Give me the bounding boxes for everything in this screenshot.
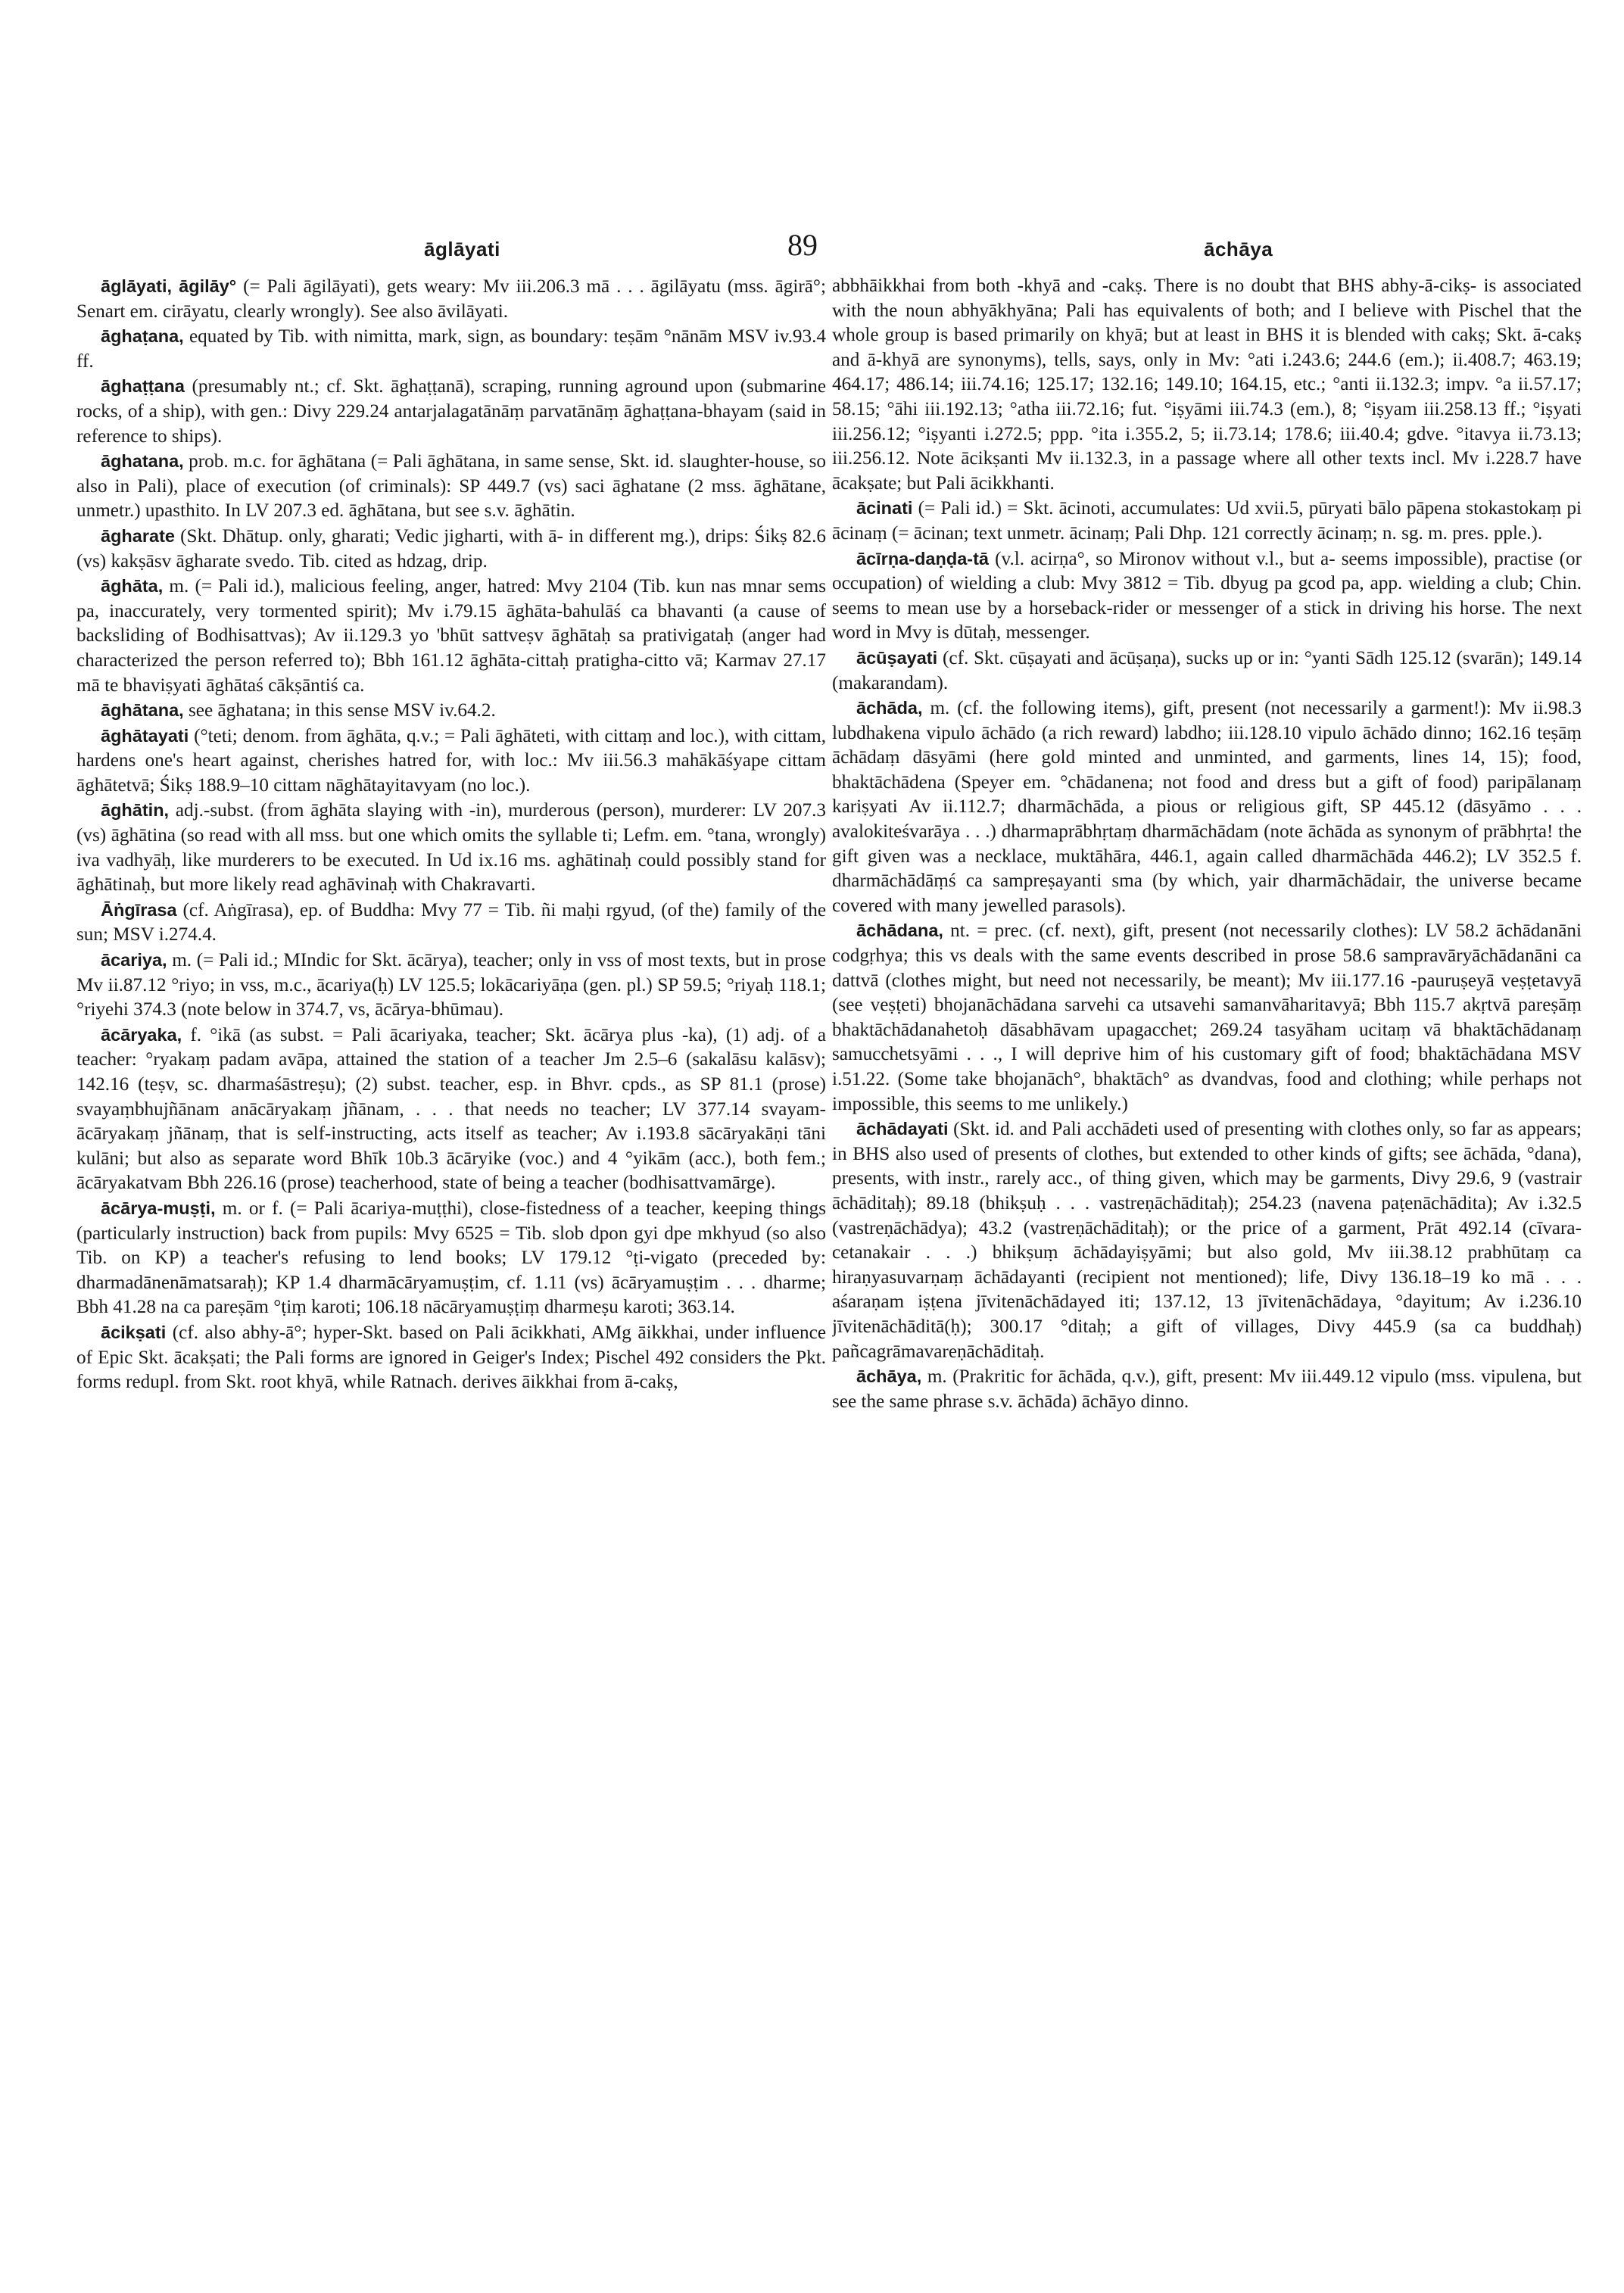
dictionary-entry bbox=[832, 274, 1582, 496]
entry-text: m. (= Pali id.), malicious feeling, anger, hatred: Mvy 2104 (Tib. kun nas mnar sems pa, inaccurately, very tormented spirit); Mv i.79.15 āghāta-bahulāś ca bhavanti (a cause of backsliding of Bodhisattvas); Av ii.129.3 yo 'bhūt sattveṣv āghātaḥ sa prativigataḥ (anger had characterized the person referred to); Bbh 161.12 āghāta-cittaḥ pratigha-citto vā; Karmav 27.17 mā te bhaviṣyati āghātaś cākṣāntiś ca. bbox=[76, 576, 826, 696]
dictionary-entry bbox=[76, 574, 826, 698]
dictionary-entry bbox=[832, 1117, 1582, 1364]
dictionary-entry bbox=[76, 798, 826, 897]
entry-headword: ācīrṇa-daṇḍa-tā bbox=[856, 548, 989, 569]
entry-headword: āghāta, bbox=[101, 576, 164, 597]
entry-text: (v.l. acirṇa°, so Mironov without v.l., but a- seems impossible), practise (or occupation) of wielding a club: Mvy 3812 = Tib. dbyug pa gcod pa, app. wielding a club; Chin. seems to mean use by a horseback-rider or messenger of a stick in driving his horse. The next word in Mvy is dūtaḥ, messenger. bbox=[832, 548, 1582, 643]
entry-text: (= Pali āgilāyati), gets weary: Mv iii.206.3 mā . . . āgilāyatu (mss. āgirā°; Senart em. cirāyatu, clearly wrongly). See also āvilāyati. bbox=[76, 276, 826, 322]
entry-text: (Skt. Dhātup. only, gharati; Vedic jigharti, with ā- in different mg.), drips: Śikṣ 82.6 (vs) kakṣāsv āgharate svedo. Tib. cited as hdzag, drip. bbox=[76, 525, 826, 572]
left-guide-word: āglāyati bbox=[424, 238, 500, 260]
entry-text: prob. m.c. for āghātana (= Pali āghātana, in same sense, Skt. id. slaughter-house, so also in Pali), place of execution (of criminals): SP 449.7 (vs) saci āghatane (2 mss. āghātane, unmetr.) upasthito. In LV 207.3 ed. āghātana, but see s.v. āghātin. bbox=[76, 451, 826, 522]
dictionary-entry bbox=[76, 698, 826, 724]
entry-text: (= Pali id.) = Skt. ācinoti, accumulates: Ud xvii.5, pūryati bālo pāpena stokastokaṃ pi ācinaṃ (= ācinan; text unmetr. ācinaṃ; Pali Dhp. 121 correctly ācinaṃ; n. sg. m. pres. pple.). bbox=[832, 498, 1582, 544]
dictionary-entry bbox=[76, 1196, 826, 1320]
dictionary-entry bbox=[76, 374, 826, 449]
entry-headword: āchāda, bbox=[856, 698, 923, 718]
page-number: 89 bbox=[787, 228, 818, 262]
entry-text: (Skt. id. and Pali acchādeti used of presenting with clothes only, so far as appears; in BHS also used of presents of clothes, but extended to other kinds of gifts; see āchāda, °dana), presents, with instr., rarely acc., of thing given, which may be garments, Divy 29.6, 9 (vastrair āchāditaḥ); 89.18 (bhikṣuḥ . . . vastreṇāchāditaḥ); 254.23 (navena paṭenāchādita); Av i.32.5 (vastreṇāchādya); 43.2 (vastreṇāchāditaḥ); or the price of a garment, Prāt 492.14 (cīvara-cetanakair . . .) bhikṣuṃ āchādayiṣyāmi; but also gold, Mv iii.38.12 prabhūtaṃ ca hiraṇyasuvarṇaṃ āchādayanti (recipient not mentioned); life, Divy 136.18–19 ko mā . . . aśaraṇam iṣṭena jīvitenāchādayed iti; 137.12, 13 jīvitenāchādaya, °dayitum; Av i.236.10 jīvitenāchāditā(ḥ); 300.17 °ditaḥ; a gift of villages, Divy 445.9 (sa ca buddhaḥ) pañcagrāmavareṇāchāditaḥ. bbox=[832, 1119, 1582, 1362]
entry-text: (°teti; denom. from āghāta, q.v.; = Pali āghāteti, with cittaṃ and loc.), with cittam, hardens one's heart against, cherishes hatred for, with loc.: Mv iii.56.3 mahākāśyape cittam āghātetvā; Śikṣ 188.9–10 cittam nāghātayitavyam (no loc.). bbox=[76, 725, 826, 796]
entry-text: f. °ikā (as subst. = Pali ācariyaka, teacher; Skt. ācārya plus -ka), (1) adj. of a teacher: °ryakaṃ padam avāpa, attained the station of a teacher Jm 2.5–6 (sakalāsu kalāsv); 142.16 (teṣv, sc. dharmaśāstreṣu); (2) subst. teacher, esp. in Bhvr. cpds., as SP 81.1 (prose) svayaṃbhujñānam anācāryakaṃ jñānam, . . . that needs no teacher; LV 377.14 svayam-ācāryakaṃ jñānaṃ, that is self-instructing, acts itself as teacher; Av i.193.8 sācāryakāṇi tāni kulāni; but also as separate word Bhīk 10b.3 ācāryike (voc.) and 4 °yikām (acc.), both fem.; ācāryakatvam Bbh 226.16 (prose) teacherhood, state of being a teacher (bodhisattvamārge). bbox=[76, 1024, 826, 1194]
entry-headword: āghaṭṭana bbox=[101, 376, 185, 397]
dictionary-entry bbox=[76, 724, 826, 799]
entry-text: (cf. Aṅgīrasa), ep. of Buddha: Mvy 77 = Tib. ñi maḥi rgyud, (of the) family of the sun; MSV i.274.4. bbox=[76, 899, 826, 946]
dictionary-entry bbox=[76, 324, 826, 374]
entry-text: m. or f. (= Pali ācariya-muṭṭhi), close-fistedness of a teacher, keeping things (particularly instruction) back from pupils: Mvy 6525 = Tib. slob dpon gyi dpe mkhyud (so also Tib. on KP) a teacher's refusing to lend books; LV 179.12 °ṭi-vigato (preceded by: dharmadānenāmatsaraḥ); KP 1.4 dharmācāryamuṣṭim, cf. 1.11 (vs) ācāryamuṣṭim . . . dharme; Bbh 41.28 na ca pareṣām °ṭiṃ karoti; 106.18 nācāryamuṣṭiṃ dharmeṣu karoti; 363.14. bbox=[76, 1198, 826, 1318]
entry-headword: ācāryaka, bbox=[101, 1024, 182, 1045]
entry-text: (cf. also abhy-ā°; hyper-Skt. based on Pali ācikkhati, AMg āikkhai, under influence of Epic Skt. ācakṣati; the Pali forms are ignored in Geiger's Index; Pischel 492 considers the Pkt. forms redupl. from Skt. root khyā, while Ratnach. derives āikkhai from ā-cakṣ, bbox=[76, 1322, 826, 1393]
right-guide-word: āchāya bbox=[1204, 238, 1273, 260]
entry-text: m. (Prakritic for āchāda, q.v.), gift, present: Mv iii.449.12 vipulo (mss. vipulena, but see the same phrase s.v. āchāda) āchāyo dinno. bbox=[832, 1366, 1582, 1412]
entry-headword: āchāya, bbox=[856, 1366, 922, 1387]
entry-text: (presumably nt.; cf. Skt. āghaṭṭanā), scraping, running aground upon (submarine rocks, of a ship), with gen.: Divy 229.24 antarjalagatānāṃ parvatānāṃ āghaṭṭana-bhayam (said in reference to ships). bbox=[76, 376, 826, 447]
right-column bbox=[832, 274, 1582, 2182]
entry-text: nt. = prec. (cf. next), gift, present (not necessarily clothes): LV 58.2 āchādanāni codgṛhya; this vs deals with the same events described in prose 58.6 sampravāryāchādanāni ca dattvā (clothes might, but need not necessarily, be meant); Mv iii.177.16 -pauruṣeyā veṣṭetavyā (see veṣṭeti) bhojanāchādana sarvehi ca utsavehi samanvāharitavyā; Bbh 115.7 akṛtvā pareṣāṃ bhaktāchādanahetoḥ dāsabhāvam upagacchet; 269.24 tasyāham ucitaṃ vā bhaktāchādanaṃ samucchetsyāmi . . ., I will deprive him of his customary gift of food; bhaktāchādana MSV i.51.22. (Some take bhojanāch°, bhaktāch° as dvandvas, food and clothing; while perhaps not impossible, this seems to me unlikely.) bbox=[832, 921, 1582, 1114]
entry-headword: āchādayati bbox=[856, 1119, 949, 1139]
left-column bbox=[76, 274, 826, 2182]
dictionary-entry bbox=[832, 1364, 1582, 1414]
entry-headword: ācārya-muṣṭi, bbox=[101, 1198, 216, 1218]
entry-headword: ācariya, bbox=[101, 950, 167, 970]
entry-text: adj.-subst. (from āghāta slaying with -in), murderous (person), murderer: LV 207.3 (vs) āghātina (so read with all mss. but one which omits the syllable ti; Lefm. em. °tana, wrongly) iva vadhyāḥ, like murderers to be executed. In Ud ix.16 ms. aghātinaḥ could possibly stand for āghātinaḥ, but more likely read aghāvinaḥ with Chakravarti. bbox=[76, 800, 826, 896]
dictionary-entry bbox=[76, 524, 826, 574]
dictionary-entry bbox=[76, 449, 826, 524]
entry-headword: āghātin, bbox=[101, 800, 170, 821]
dictionary-entry bbox=[76, 274, 826, 324]
entry-headword: āglāyati, āgilāy° bbox=[101, 276, 237, 296]
dictionary-entry bbox=[832, 646, 1582, 696]
dictionary-entry bbox=[832, 696, 1582, 918]
dictionary-entry bbox=[76, 898, 826, 948]
entry-headword: āghātayati bbox=[101, 725, 189, 746]
entry-text: see āghatana; in this sense MSV iv.64.2. bbox=[189, 700, 496, 721]
entry-text: (cf. Skt. cūṣayati and ācūṣaṇa), sucks up or in: °yanti Sādh 125.12 (svarān); 149.14 (makarandam). bbox=[832, 647, 1582, 693]
entry-headword: āgharate bbox=[101, 525, 175, 546]
entry-headword: ācinati bbox=[856, 498, 913, 519]
entry-headword: ācikṣati bbox=[101, 1322, 167, 1342]
entry-headword: ācūṣayati bbox=[856, 647, 938, 668]
dictionary-entry bbox=[76, 948, 826, 1023]
entry-text: m. (cf. the following items), gift, present (not necessarily a garment!): Mv ii.98.3 lubdhakena vipulo āchādo (a rich reward) labdho; iii.128.10 vipulo āchādo dinno; 162.16 teṣāṃ āchādaṃ dāsyāmi (here gold minted and unminted, and garments, lines 14, 15); food, bhaktāchādena (Speyer em. °chādanena; not food and dress but a gift of food) paripālanaṃ kariṣyati Av ii.112.7; dharmāchāda, a pious or religious gift, SP 445.12 (dāsyāmo . . . avalokiteśvarāya . . .) dharmaprābhṛtaṃ dharmāchādam (note āchāda as synonym of prābhṛta! the gift given was a necklace, muktāhāra, 446.1, again called dharmāchāda 446.2); LV 352.5 f. dharmāchādāṃś ca sampreṣayanti sma (by which, yair dharmāchādair, the universe became covered with many jewelled parasols). bbox=[832, 698, 1582, 916]
dictionary-entry bbox=[832, 547, 1582, 646]
entry-headword: āghaṭana, bbox=[101, 326, 184, 347]
dictionary-entry bbox=[832, 918, 1582, 1117]
entry-headword: āghatana, bbox=[101, 451, 184, 472]
entry-text: abbhāikkhai from both -khyā and -cakṣ. There is no doubt that BHS abhy-ā-cikṣ- is associated with the noun abhyākhyāna; Pali has equivalents of both; and I believe with Pischel that the whole group is based primarily on khyā; but at least in BHS it is blended with cakṣ; Skt. ā-cakṣ and ā-khyā are synonyms), tells, says, only in Mv: °ati i.243.6; 244.6 (em.); ii.408.7; 463.19; 464.17; 486.14; iii.74.16; 125.17; 132.16; 149.10; 164.15, etc.; °anti ii.132.3; impv. °a ii.57.17; 58.15; °āhi iii.192.13; °atha iii.72.16; fut. °iṣyāmi iii.74.3 (em.), 8; °iṣyam iii.258.13 ff.; °iṣyati iii.256.12; °iṣyanti i.272.5; ppp. °ita i.355.2, 5; ii.73.14; 178.6; iii.40.4; gdve. °itavya ii.73.13; iii.256.12. Note ācikṣanti Mv ii.132.3, in a passage where all other texts incl. Mv i.228.7 have ācakṣate; but Pali ācikkhanti. bbox=[832, 276, 1582, 494]
entry-headword: āghātana, bbox=[101, 700, 184, 721]
entry-headword: āchādana, bbox=[856, 921, 943, 941]
entry-text: equated by Tib. with nimitta, mark, sign, as boundary: teṣām °nānām MSV iv.93.4 ff. bbox=[76, 326, 826, 372]
entry-headword: Āṅgīrasa bbox=[101, 899, 177, 920]
dictionary-entry bbox=[76, 1023, 826, 1196]
dictionary-entry bbox=[76, 1320, 826, 1395]
dictionary-entry bbox=[832, 496, 1582, 546]
entry-text: m. (= Pali id.; MIndic for Skt. ācārya), teacher; only in vss of most texts, but in prose Mv ii.87.12 °riyo; in vss, m.c., ācariya(ḥ) LV 125.5; lokācariyāṇa (gen. pl.) SP 59.5; °riyaḥ 118.1; °riyehi 374.3 (note below in 374.7, vs, ācārya-bhūmau). bbox=[76, 950, 826, 1020]
running-header bbox=[0, 227, 1624, 273]
